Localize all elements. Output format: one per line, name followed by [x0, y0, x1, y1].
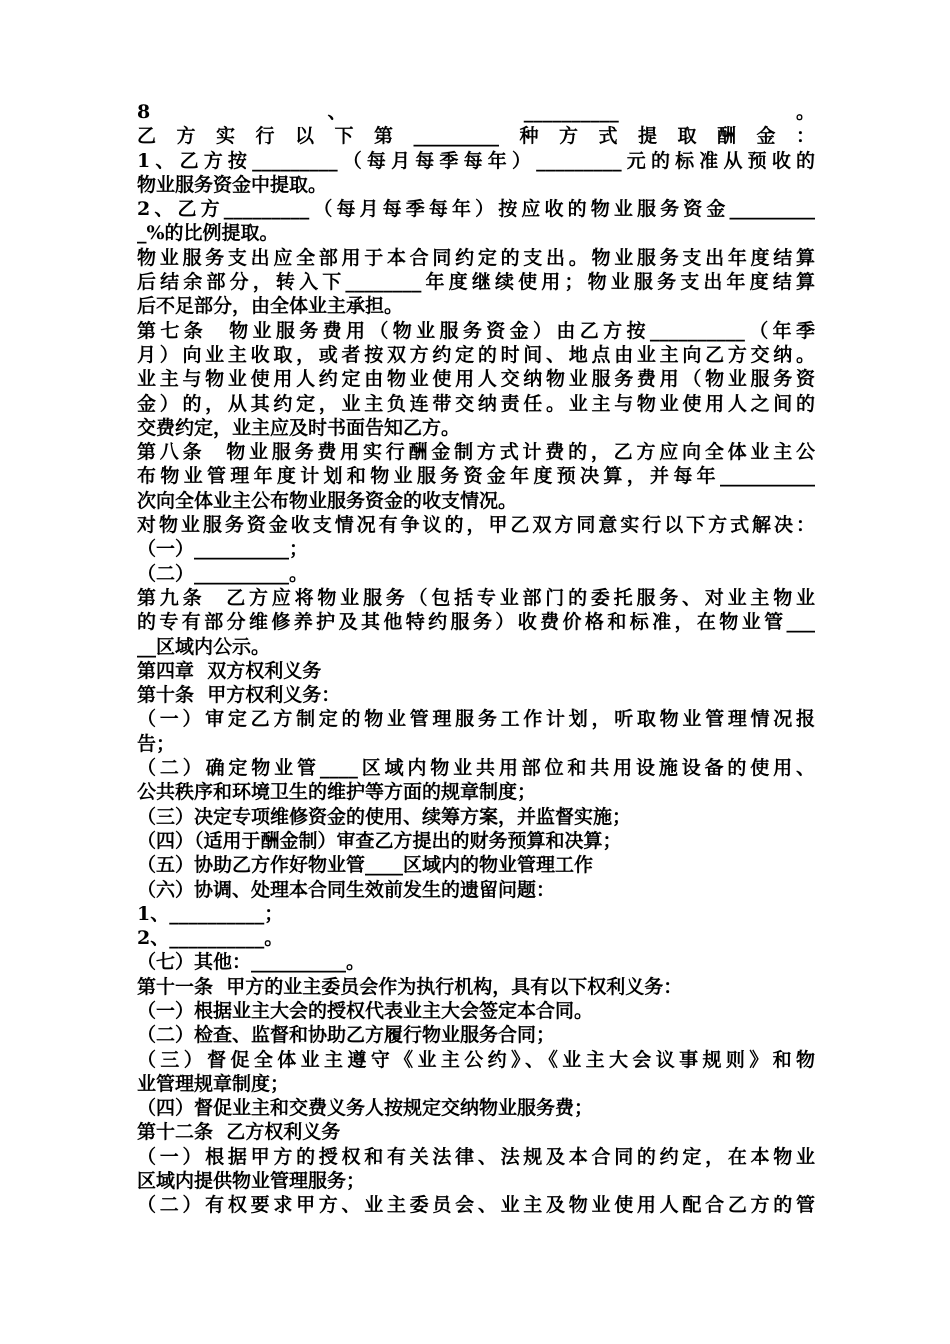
text-line: （一）根据业主大会的授权代表业主大会签定本合同。: [137, 999, 594, 1022]
text-line: （二）__________。: [137, 562, 309, 585]
text-line: 对物业服务资金收支情况有争议的，甲乙双方同意实行以下方式解决：: [137, 514, 815, 537]
document-page: [137, 100, 815, 1218]
text-line: 业主与物业使用人约定由物业使用人交纳物业服务费用（物业服务资: [137, 368, 815, 391]
text-line: __区域内公示。: [137, 635, 271, 658]
text-line: 告；: [137, 732, 176, 755]
text-line: 的专有部分维修养护及其他特约服务）收费价格和标准，在物业管___: [137, 611, 815, 634]
text-line: 次向全体业主公布物业服务资金的收支情况。: [137, 489, 518, 512]
text-line: 1、__________；: [137, 902, 284, 925]
text-line: （一）__________；: [137, 538, 309, 561]
text-line: 交费约定，业主应及时书面告知乙方。: [137, 416, 461, 439]
text-line: （二）检查、监督和协助乙方履行物业服务合同；: [137, 1024, 556, 1047]
text-line: （三）督促全体业主遵守《业主公约》、《业主大会议事规则》和物: [137, 1048, 815, 1071]
text-line: 布物业管理年度计划和物业服务资金年度预决算，并每年__________: [137, 465, 815, 488]
text-line: 2、__________。: [137, 927, 284, 950]
text-line: 公共秩序和环境卫生的维护等方面的规章制度；: [137, 781, 537, 804]
text-line: （六）协调、处理本合同生效前发生的遗留问题：: [137, 878, 556, 901]
text-line: 乙方实行以下第_________种方式提取酬金：: [137, 125, 815, 148]
text-line: 金）的，从其约定，业主负连带交纳责任。业主与物业使用人之间的: [137, 392, 815, 415]
text-line: 第八条 物业服务费用实行酬金制方式计费的，乙方应向全体业主公: [137, 441, 815, 464]
text-line: _%的比例提取。: [137, 222, 279, 245]
chapter-heading: 第四章 双方权利义务: [137, 659, 322, 682]
text-line: 第十一条 甲方的业主委员会作为执行机构，具有以下权利义务：: [137, 975, 683, 998]
text-line: 第十条 甲方权利义务：: [137, 684, 341, 707]
text-line: 物业服务支出应全部用于本合同约定的支出。物业服务支出年度结算: [137, 246, 815, 269]
text-line: 第十二条 乙方权利义务: [137, 1121, 341, 1144]
text-line: 第九条 乙方应将物业服务（包括专业部门的委托服务、对业主物业: [137, 586, 815, 609]
text-line: （二）确定物业管____区域内物业共用部位和共用设施设备的使用、: [137, 757, 815, 780]
text-line: 2、乙方_________（每月每季每年）按应收的物业服务资金_________: [137, 198, 815, 221]
text-line: 业管理规章制度；: [137, 1072, 290, 1095]
text-line: 区域内提供物业管理服务；: [137, 1170, 366, 1193]
text-line: （一）审定乙方制定的物业管理服务工作计划，听取物业管理情况报: [137, 708, 815, 731]
text-line: 第七条 物业服务费用（物业服务资金）由乙方按__________（年季: [137, 319, 815, 342]
text-line: 物业服务资金中提取。: [137, 173, 328, 196]
text-line: 后不足部分，由全体业主承担。: [137, 295, 404, 318]
text-line: （二）有权要求甲方、业主委员会、业主及物业使用人配合乙方的管: [137, 1194, 815, 1217]
text-line: （一）根据甲方的授权和有关法律、法规及本合同的约定，在本物业: [137, 1145, 815, 1168]
text-line: （四）督促业主和交费义务人按规定交纳物业服务费；: [137, 1097, 594, 1120]
text-line: （四）（适用于酬金制）审查乙方提出的财务预算和决算；: [137, 829, 622, 852]
text-line: 8、__________。: [137, 101, 815, 123]
text-line: （五）协助乙方作好物业管____区域内的物业管理工作: [137, 854, 594, 877]
text-line: 1、乙方按_________（每月每季每年）_________元的标准从预收的: [137, 149, 815, 172]
text-line: 后结余部分，转入下________年度继续使用；物业服务支出年度结算: [137, 271, 815, 294]
text-line: 月）向业主收取，或者按双方约定的时间、地点由业主向乙方交纳。: [137, 343, 815, 366]
text-line: （七）其他：__________。: [137, 951, 366, 974]
text-line: （三）决定专项维修资金的使用、续筹方案，并监督实施；: [137, 805, 632, 828]
